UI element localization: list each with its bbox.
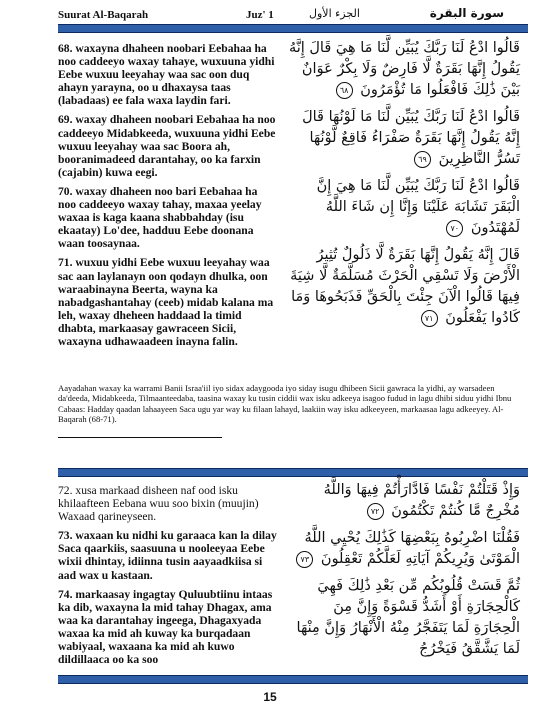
arabic-verse-text: قَالُوا ادْعُ لَنَا رَبَّكَ يُبَيِّن لَّنَا مَا هِيَ قَالَ إِنَّهُ يَقُولُ إِنَّهَا بَقَرَةٌ لَّا فَارِضٌ وَلَا بِكْرٌ عَوَانٌ بَيْنَ ذَٰلِكَ فَافْعَلُوا مَا تُؤْمَرُونَ <box>288 40 520 98</box>
verse-translation-74: 74. markaasay ingagtay Quluubtiinu intaas ka dib, waxayna la mid tahay Dhagax, ama waa ka darantahay ingeega, Dhagaxyada waxaa ka mid ah kuway ka burqadaan wabiyaal, waxaana ka mid ah kuwo dildillaaca oo ka soo <box>58 587 273 667</box>
verse-number-marker: ٧٣ <box>296 551 313 568</box>
verse-number-marker: ٧٠ <box>446 220 463 237</box>
verse-translation-71: 71. wuxuu yidhi Eebe wuxuu leeyahay waa sac aan laylanayn oon qodayn dhulka, oon waraabinayna Beerta, wayna ka nabadgashantahay (ceeb) midab kalana ma leh, waxay dheheen haddaad la timid dhabta, markaasay gawraceen Sicii, waxayna udhawaadeen inayna falin. <box>58 256 274 348</box>
verse-number-marker: ٦٩ <box>414 151 431 168</box>
arabic-verse-72 <box>286 480 520 522</box>
arabic-verse-text: فَقُلْنَا اضْرِبُوهُ بِبَعْضِهَا كَذَٰلِكَ يُحْيِي اللَّهُ الْمَوْتَىٰ وَيُرِيكُمْ آيَاتِهِ لَعَلَّكُمْ تَعْقِلُونَ <box>304 530 520 567</box>
somali-translation-1 <box>58 42 278 354</box>
page-number: 15 <box>263 690 277 704</box>
arabic-verse-69 <box>286 107 520 170</box>
verse-number-marker: ٦٨ <box>336 82 353 99</box>
verse-number-marker: ٧٢ <box>367 503 384 520</box>
page-header <box>34 4 510 24</box>
verse-translation-69: 69. waxay dhaheen noobari Eebahaa ha noo caddeeyo Midabkeeda, wuxuuna yidhi Eebe wuxuu leeyahay waa sac Boora ah, booranimadeed darantahay, oo ka farxin (cajabin) kuwa eegi. <box>58 113 276 179</box>
arabic-verse-70 <box>286 176 520 239</box>
arabic-text-1 <box>286 38 520 335</box>
surah-title: Suurat Al-Baqarah <box>58 9 149 21</box>
footnote-rule <box>58 437 222 438</box>
arabic-verse-text: قَالَ إِنَّهُ يَقُولُ إِنَّهَا بَقَرَةٌ لَّا ذَلُولٌ تُثِيرُ الْأَرْضَ وَلَا تَسْقِي الْحَرْثَ مُسَلَّمَةٌ لَّا شِيَةَ فِيهَا قَالُوا الْآنَ جِئْتَ بِالْحَقِّ فَذَبَحُوهَا وَمَا كَادُوا يَفْعَلُونَ <box>290 247 520 326</box>
arabic-verse-71 <box>286 245 520 329</box>
arabic-verse-73 <box>286 528 520 570</box>
header-divider-bar <box>58 24 528 33</box>
arabic-verse-text: ثُمَّ قَسَتْ قُلُوبُكُم مِّن بَعْدِ ذَٰلِكَ فَهِيَ كَالْحِجَارَةِ أَوْ أَشَدُّ قَسْوَةً وَإِنَّ مِنَ الْحِجَارَةِ لَمَا يَتَفَجَّرُ مِنْهُ الْأَنْهَارُ وَإِنَّ مِنْهَا لَمَا يَشَّقَّقُ فَيَخْرُجُ <box>296 578 520 657</box>
juz-arabic-label: الجزء الأول <box>309 7 360 20</box>
arabic-verse-68 <box>286 38 520 101</box>
verse-number-marker: ٧١ <box>421 310 438 327</box>
somali-translation-2 <box>58 484 278 672</box>
commentary-note: Aayadahan waxay ka warrami Banii Israa'iil iyo sidax adaygooda iyo siday isugu dhibeen Sicii gawraca la yidhi, ay warsadeen da'deeda, Midabkeeda, Tilmaanteedaba, taasina waxay ku tusin ciddii wax isku adkeeya isagoo fudud in lagu dhibi siduu yidhi Ibnu Cabaas: Hadday qaadan lahaayeen Saca ugu yar way ku filaan lahayd, laakiin way isku adkeeyeen, markaasaa lagu adkeeyey. Al-Baqarah (68-71). <box>58 383 512 425</box>
arabic-verse-text: وَإِذْ قَتَلْتُمْ نَفْسًا فَادَّارَأْتُمْ فِيهَا وَاللَّهُ مُخْرِجٌ مَّا كُنتُمْ تَكْتُمُونَ <box>323 482 520 519</box>
arabic-verse-74 <box>286 576 520 660</box>
verse-translation-72: 72. xusa markaad disheen naf ood isku khilaafteen Eebana wuu soo bixin (muujin) Waxaad qarineyseen. <box>58 484 259 524</box>
verse-translation-70: 70. waxay dhaheen noo bari Eebahaa ha noo caddeeyo waxay tahay, maxaa yeelay waxaa is kaga kaana shabbahday (isu ekaatay) Lo'dee, hadduu Eebe doonana waan toosaynaa. <box>58 184 262 251</box>
arabic-text-2 <box>286 480 520 666</box>
arabic-verse-text: قَالُوا ادْعُ لَنَا رَبَّكَ يُبَيِّن لَّنَا مَا هِيَ إِنَّ الْبَقَرَ تَشَابَهَ عَلَيْنَا وَإِنَّا إِن شَاءَ اللَّهُ لَمُهْتَدُونَ <box>316 178 520 236</box>
verse-translation-73: 73. waxaan ku nidhi ku garaaca kan la dilay Saca qaarkiis, saasuuna u nooleeyaa Eebe wixii dhintay, idiinna tusin aayaadkiisa si aad wax u kastaan. <box>58 529 277 582</box>
arabic-verse-text: قَالُوا ادْعُ لَنَا رَبَّكَ يُبَيِّن لَّنَا مَا لَوْنُهَا قَالَ إِنَّهُ يَقُولُ إِنَّهَا بَقَرَةٌ صَفْرَاءُ فَاقِعٌ لَّوْنُهَا تَسُرُّ النَّاظِرِينَ <box>302 109 520 167</box>
surah-arabic-title: سورة البقرة <box>429 6 504 20</box>
section-divider-bar <box>58 468 528 477</box>
verse-translation-68: 68. waxayna dhaheen noobari Eebahaa ha noo caddeeyo waxay tahaye, wuxuuna yidhi Eebe wuxuu leeyahay waa sac oon duq ahayn yarayna, oo u dhaxaysa taas (labadaas) ee fala waxa laydin fari. <box>58 42 275 108</box>
juz-label: Juz' 1 <box>246 9 274 21</box>
footer-divider-bar <box>58 675 528 684</box>
